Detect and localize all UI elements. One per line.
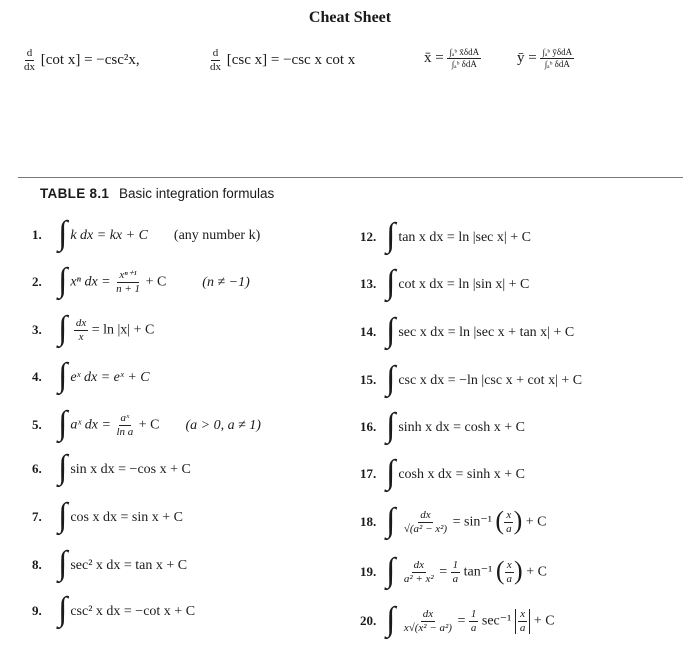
formula-4: 4. ∫ eˣ dx = eˣ + C xyxy=(32,356,150,394)
formula-2: 2. ∫ xⁿ dx = $\frac{\text{xⁿ⁺¹}}{n + 1}$ + C (n ≠ −1) xyxy=(32,261,250,299)
formula-6: 6. ∫ sin x dx = −cos x + C xyxy=(32,448,191,486)
table-top-rule xyxy=(18,177,683,178)
page-title: Cheat Sheet xyxy=(308,9,392,26)
xbar-formula: x̄ = $\frac{\text{∫ₐᵇ x̄δdA}}{\text{∫ₐᵇ δdA}}$ xyxy=(424,47,480,69)
formula-8: 8. ∫ sec² x dx = tan x + C xyxy=(32,544,188,582)
formula-7: 7. ∫ cos x dx = sin x + C xyxy=(32,496,183,534)
formula-20: 20. ∫ $\frac{dx}{\text{x√(x² − a²)}}$ = $\frac{1}{a}$ sec⁻¹ $\frac{x}{a}$ + C xyxy=(360,600,555,638)
formula-1: 1. ∫ k dx = kx + C (any number k) xyxy=(32,214,261,252)
formula-12: 12. ∫ tan x dx = ln |sec x| + C xyxy=(360,216,531,254)
table-label: TABLE 8.1 xyxy=(40,186,110,201)
table-caption xyxy=(40,186,274,201)
formula-9: 9. ∫ csc² x dx = −cot x + C xyxy=(32,590,196,628)
formula-14: 14. ∫ sec x dx = ln |sec x + tan x| + C xyxy=(360,311,575,349)
formula-18: 18. ∫ $\frac{dx}{\text{√(a² − x²)}}$ = sin⁻¹ ( $\frac{x}{a}$ ) + C xyxy=(360,501,547,539)
formula-15: 15. ∫ csc x dx = −ln |csc x + cot x| + C xyxy=(360,359,583,397)
cot-derivative-formula: $\frac{d}{dx}$ [cot x] = −csc²x, xyxy=(24,47,140,73)
formula-19: 19. ∫ $\frac{dx}{\text{a² + x²}}$ = $\frac{1}{a}$ tan⁻¹ ( $\frac{x}{a}$ ) + C xyxy=(360,551,547,589)
formula-13: 13. ∫ cot x dx = ln |sin x| + C xyxy=(360,263,530,301)
csc-derivative-formula: $\frac{d}{dx}$ [csc x] = −csc x cot x xyxy=(210,47,356,73)
ybar-formula: ȳ = $\frac{\text{∫ₐᵇ ȳδdA}}{\text{∫ₐᵇ δdA}}$ xyxy=(517,47,573,69)
table-caption-text: Basic integration formulas xyxy=(118,186,275,201)
formula-16: 16. ∫ sinh x dx = cosh x + C xyxy=(360,406,525,444)
formula-3: 3. ∫ $\frac{dx}{x}$ = ln |x| + C xyxy=(32,309,155,347)
formula-5: 5. ∫ aˣ dx = $\frac{\text{aˣ}}{\text{ln a}}$ + C (a > 0, a ≠ 1) xyxy=(32,404,261,442)
formula-17: 17. ∫ cosh x dx = sinh x + C xyxy=(360,453,525,491)
